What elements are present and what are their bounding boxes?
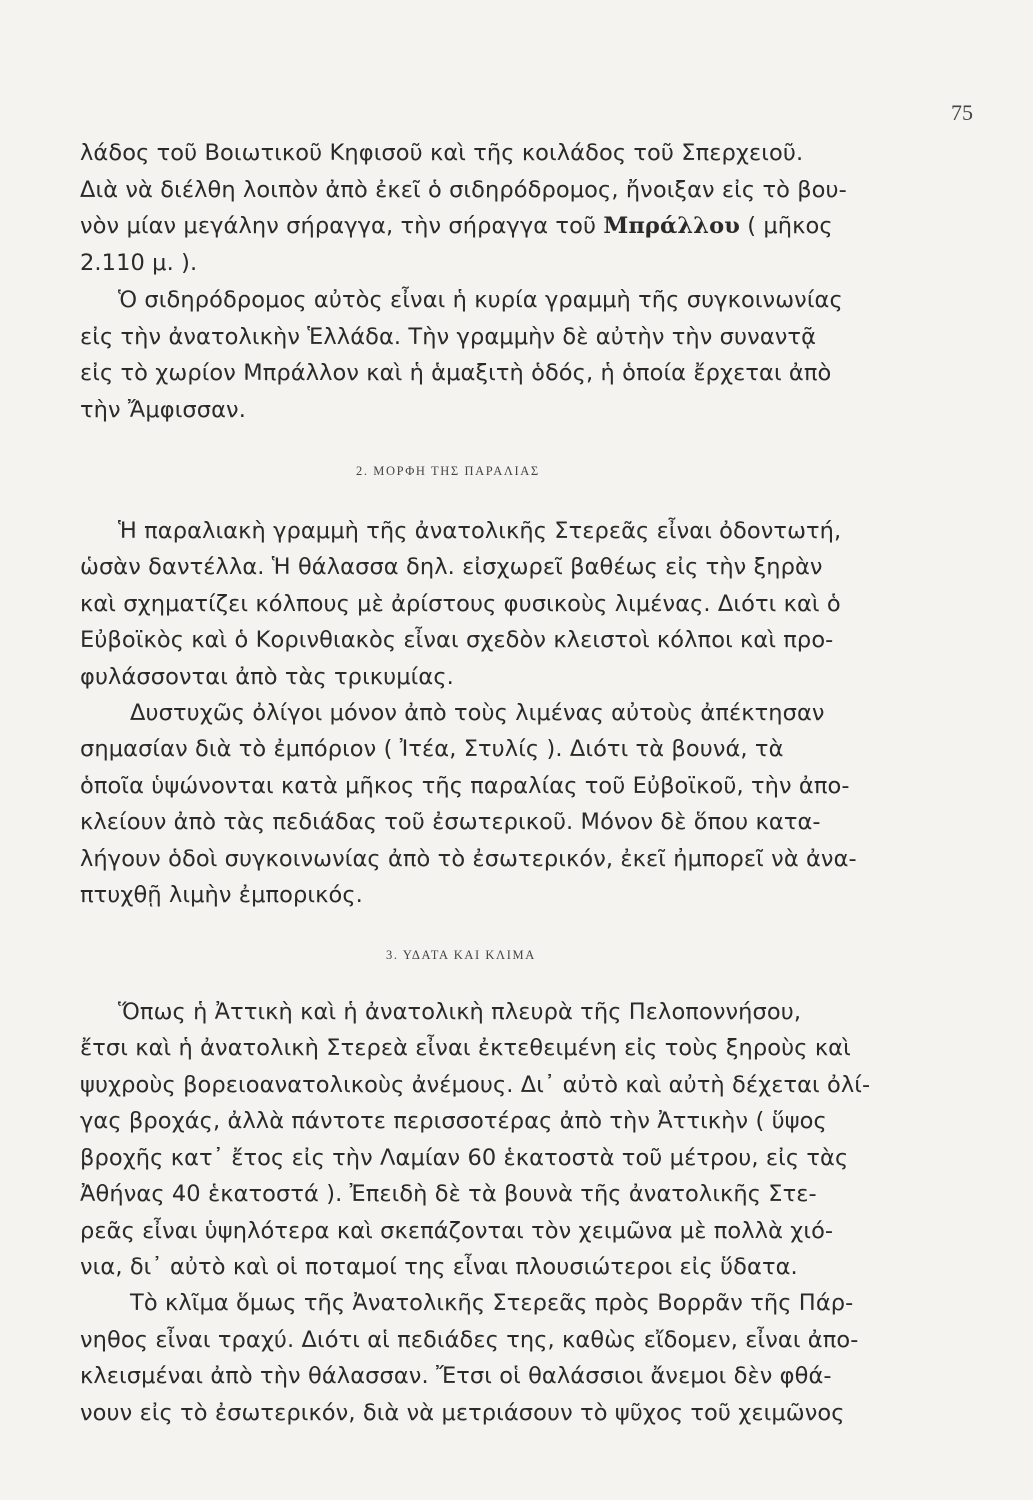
text-line: φυλάσσονται ἀπὸ τὰς τρικυμίας. [80,664,454,690]
text-line: γας βροχάς, ἀλλὰ πάντοτε περισσοτέρας ἀπὸ τὴν Ἀττικὴν ( ὕψος [80,1108,827,1134]
text-line: πτυχθῇ λιμὴν ἐμπορικός. [80,882,363,908]
text-line: εἰς τὴν ἀνατολικὴν Ἑλλάδα. Τὴν γραμμὴν δὲ αὐτὴν τὴν συναντᾷ [80,324,817,350]
text-segment: νὸν μίαν μεγάλην σήραγγα, τὴν σήραγγα τοῦ [80,213,597,239]
text-line: νουν εἰς τὸ ἐσωτερικόν, διὰ νὰ μετριάσουν τὸ ψῦχος τοῦ χειμῶνος [80,1400,845,1426]
text-line: 2.110 μ. ). [80,250,198,276]
text-line: καὶ σχηματίζει κόλπους μὲ ἀρίστους φυσικοὺς λιμένας. Διότι καὶ ὁ [80,591,841,617]
text-line: νια, δι᾽ αὐτὸ καὶ οἱ ποταμοί της εἶναι πλουσιώτεροι εἰς ὕδατα. [80,1254,798,1280]
text-line: βροχῆς κατ᾽ ἔτος εἰς τὴν Λαμίαν 60 ἑκατοστὰ τοῦ μέτρου, εἰς τὰς [80,1145,849,1171]
text-line: τὴν Ἄμφισσαν. [80,397,246,423]
text-line: σημασίαν διὰ τὸ ἐμπόριον ( Ἰτέα, Στυλίς ). Διότι τὰ βουνά, τὰ [80,736,784,762]
text-line: λήγουν ὁδοὶ συγκοινωνίας ἀπὸ τὸ ἐσωτερικόν, ἐκεῖ ἠμπορεῖ νὰ ἀνα- [80,846,857,872]
text-line: ψυχροὺς βορειοανατολικοὺς ἀνέμους. Δι᾽ αὐτὸ καὶ αὐτὴ δέχεται ὀλί- [80,1072,871,1098]
text-line-with-bold [80,215,833,238]
text-line: Τὸ κλῖμα ὅμως τῆς Ἀνατολικῆς Στερεᾶς πρὸς Βορρᾶν τῆς Πάρ- [130,1290,854,1316]
text-line: κλείουν ἀπὸ τὰς πεδιάδας τοῦ ἐσωτερικοῦ. Μόνον δὲ ὅπου κατα- [80,809,821,835]
text-line: κλεισμέναι ἀπὸ τὴν θάλασσαν. Ἔτσι οἱ θαλάσσιοι ἄνεμοι δὲν φθά- [80,1363,832,1389]
text-line: εἰς τὸ χωρίον Μπράλλον καὶ ἡ ἁμαξιτὴ ὁδός, ἡ ὁποία ἔρχεται ἀπὸ [80,360,832,386]
text-line: νηθος εἶναι τραχύ. Διότι αἱ πεδιάδες της, καθὼς εἴδομεν, εἶναι ἀπο- [80,1327,859,1353]
text-line: λάδος τοῦ Βοιωτικοῦ Κηφισοῦ καὶ τῆς κοιλάδος τοῦ Σπερχειοῦ. [80,140,804,166]
text-line: Δυστυχῶς ὀλίγοι μόνον ἀπὸ τοὺς λιμένας αὐτοὺς ἀπέκτησαν [130,700,825,726]
text-line: Εὐβοϊκὸς καὶ ὁ Κορινθιακὸς εἶναι σχεδὸν κλειστοὶ κόλποι καὶ προ- [80,627,834,653]
text-line: Ὁ σιδηρόδρομος αὐτὸς εἶναι ἡ κυρία γραμμὴ τῆς συγκοινωνίας [118,287,843,313]
text-line: Ὅπως ἡ Ἀττικὴ καὶ ἡ ἀνατολικὴ πλευρὰ τῆς Πελοποννήσου, [118,999,802,1025]
text-line: ρεᾶς εἶναι ὑψηλότερα καὶ σκεπάζονται τὸν χειμῶνα μὲ πολλὰ χιό- [80,1218,834,1244]
text-segment: ( μῆκος [747,213,833,239]
text-line: Διὰ νὰ διέλθη λοιπὸν ἀπὸ ἐκεῖ ὁ σιδηρόδρομος, ἤνοιξαν εἰς τὸ βου- [80,177,847,203]
section-heading: 2. ΜΟΡΦΗ ΤΗΣ ΠΑΡΑΛΙΑΣ [356,464,540,478]
text-line: ἔτσι καὶ ἡ ἀνατολικὴ Στερεὰ εἶναι ἐκτεθειμένη εἰς τοὺς ξηροὺς καὶ [80,1035,851,1061]
bold-place-name: Μπράλλου [603,213,740,239]
text-line: ὁποῖα ὑψώνονται κατὰ μῆκος τῆς παραλίας τοῦ Εὐβοϊκοῦ, τὴν ἀπο- [80,773,850,799]
text-line: ὡσὰν δαντέλλα. Ἡ θάλασσα δηλ. εἰσχωρεῖ βαθέως εἰς τὴν ξηρὰν [80,554,823,580]
text-line: Ἀθήνας 40 ἑκατοστά ). Ἐπειδὴ δὲ τὰ βουνὰ τῆς ἀνατολικῆς Στε- [80,1181,817,1207]
page-number: 75 [951,100,973,125]
text-line: Ἡ παραλιακὴ γραμμὴ τῆς ἀνατολικῆς Στερεᾶς εἶναι ὀδοντωτή, [118,518,842,544]
section-heading: 3. ΥΔΑΤΑ ΚΑΙ ΚΛΙΜΑ [386,948,536,962]
